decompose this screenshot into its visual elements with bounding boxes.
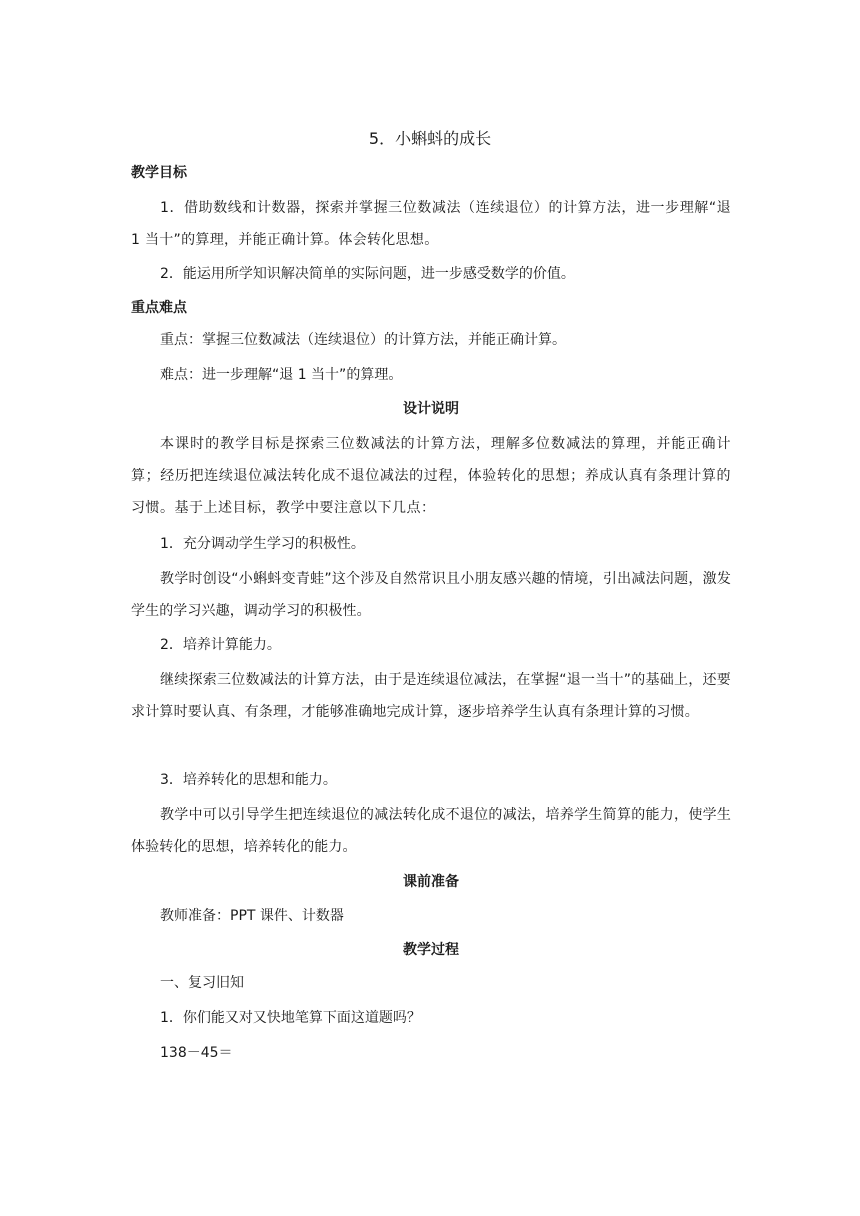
goal-2: 2．能运用所学知识解决简单的实际问题，进一步感受数学的价值。 bbox=[160, 266, 575, 282]
design-intro: 本课时的教学目标是探索三位数减法的计算方法，理解多位数减法的算理，并能正确计算；经历把连续退位减法转化成不退位减法的过程，体验转化的思想；养成认真有条理计算的习惯。基于上述目标，教学中要注意以下几点： bbox=[131, 436, 731, 516]
heading-design-notes: 设计说明 bbox=[403, 401, 459, 417]
point-2-title: 2．培养计算能力。 bbox=[160, 637, 281, 653]
heading-preparation: 课前准备 bbox=[403, 874, 459, 890]
point-1-title: 1．充分调动学生学习的积极性。 bbox=[160, 536, 365, 552]
heading-key-points: 重点难点 bbox=[131, 300, 187, 316]
point-1-text: 教学时创设“小蝌蚪变青蛙”这个涉及自然常识且小朋友感兴趣的情境，引出减法问题，激发学生的学习兴趣，调动学习的积极性。 bbox=[131, 571, 731, 619]
point-3-text: 教学中可以引导学生把连续退位的减法转化成不退位的减法，培养学生简算的能力，使学生体验转化的思想，培养转化的能力。 bbox=[131, 807, 731, 855]
difficult-point: 难点：进一步理解“退 1 当十”的算理。 bbox=[160, 367, 403, 383]
point-3-title: 3．培养转化的思想和能力。 bbox=[160, 772, 337, 788]
heading-teaching-process: 教学过程 bbox=[403, 942, 459, 958]
heading-teaching-goals: 教学目标 bbox=[131, 165, 187, 181]
lesson-title: 5．小蝌蚪的成长 bbox=[368, 129, 492, 148]
goal-1: 1．借助数线和计数器，探索并掌握三位数减法（连续退位）的计算方法，进一步理解“退 1 当十”的算理，并能正确计算。体会转化思想。 bbox=[131, 200, 731, 248]
key-point: 重点：掌握三位数减法（连续退位）的计算方法，并能正确计算。 bbox=[160, 332, 566, 348]
expression: 138－45＝ bbox=[160, 1045, 233, 1061]
section-review: 一、复习旧知 bbox=[160, 975, 244, 991]
preparation-text: 教师准备：PPT 课件、计数器 bbox=[160, 908, 344, 924]
question-1: 1．你们能又对又快地笔算下面这道题吗？ bbox=[160, 1010, 421, 1026]
point-2-text: 继续探索三位数减法的计算方法，由于是连续退位减法，在掌握“退一当十”的基础上，还要求计算时要认真、有条理，才能够准确地完成计算，逐步培养学生认真有条理计算的习惯。 bbox=[131, 672, 731, 720]
